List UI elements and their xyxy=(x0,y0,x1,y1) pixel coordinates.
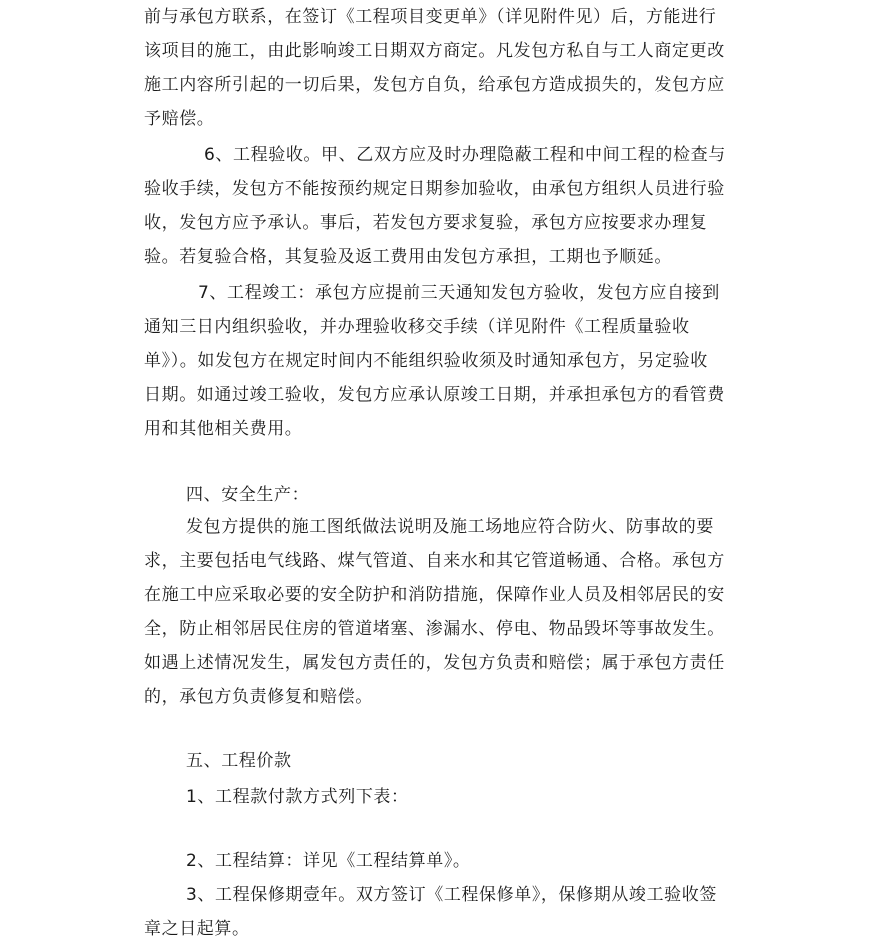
text-line: 如遇上述情况发生，属发包方责任的，发包方负责和赔偿；属于承包方责任 xyxy=(144,653,725,673)
section-heading-safety: 四、安全生产： xyxy=(186,485,310,505)
text-line: 单》）。如发包方在规定时间内不能组织验收须及时通知承包方，另定验收 xyxy=(144,351,708,371)
text-line: 该项目的施工，由此影响竣工日期双方商定。凡发包方私自与工人商定更改 xyxy=(144,41,725,61)
text-line: 的，承包方负责修复和赔偿。 xyxy=(144,687,373,707)
text-line: 验。若复验合格，其复验及返工费用由发包方承担，工期也予顺延。 xyxy=(144,247,672,267)
text-line: 予赔偿。 xyxy=(144,109,215,129)
section-heading-price: 五、工程价款 xyxy=(186,751,292,771)
text-line: 求，主要包括电气线路、煤气管道、自来水和其它管道畅通、合格。承包方 xyxy=(144,551,725,571)
text-line-item-6: 6、工程验收。甲、乙双方应及时办理隐蔽工程和中间工程的检查与 xyxy=(204,145,726,165)
text-line: 施工内容所引起的一切后果，发包方自负，给承包方造成损失的，发包方应 xyxy=(144,75,725,95)
text-line: 通知三日内组织验收，并办理验收移交手续（详见附件《工程质量验收 xyxy=(144,317,690,337)
text-line: 前与承包方联系，在签订《工程项目变更单》（详见附件见）后，方能进行 xyxy=(144,7,717,27)
text-line-item-7: 7、工程竣工：承包方应提前三天通知发包方验收，发包方应自接到 xyxy=(198,283,720,303)
text-line: 发包方提供的施工图纸做法说明及施工场地应符合防火、防事故的要 xyxy=(186,517,714,537)
text-line: 收，发包方应予承认。事后，若发包方要求复验，承包方应按要求办理复 xyxy=(144,213,708,233)
text-line-price-1: 1、工程款付款方式列下表： xyxy=(186,787,409,807)
text-line: 全，防止相邻居民住房的管道堵塞、渗漏水、停电、物品毁坏等事故发生。 xyxy=(144,619,725,639)
text-line: 日期。如通过竣工验收，发包方应承认原竣工日期，并承担承包方的看管费 xyxy=(144,385,725,405)
text-line: 用和其他相关费用。 xyxy=(144,419,303,439)
text-line: 验收手续，发包方不能按预约规定日期参加验收，由承包方组织人员进行验 xyxy=(144,179,725,199)
text-line: 章之日起算。 xyxy=(144,919,250,939)
text-line-price-3: 3、工程保修期壹年。双方签订《工程保修单》，保修期从竣工验收签 xyxy=(186,885,717,905)
text-line-price-2: 2、工程结算：详见《工程结算单》。 xyxy=(186,851,471,871)
text-line: 在施工中应采取必要的安全防护和消防措施，保障作业人员及相邻居民的安 xyxy=(144,585,725,605)
